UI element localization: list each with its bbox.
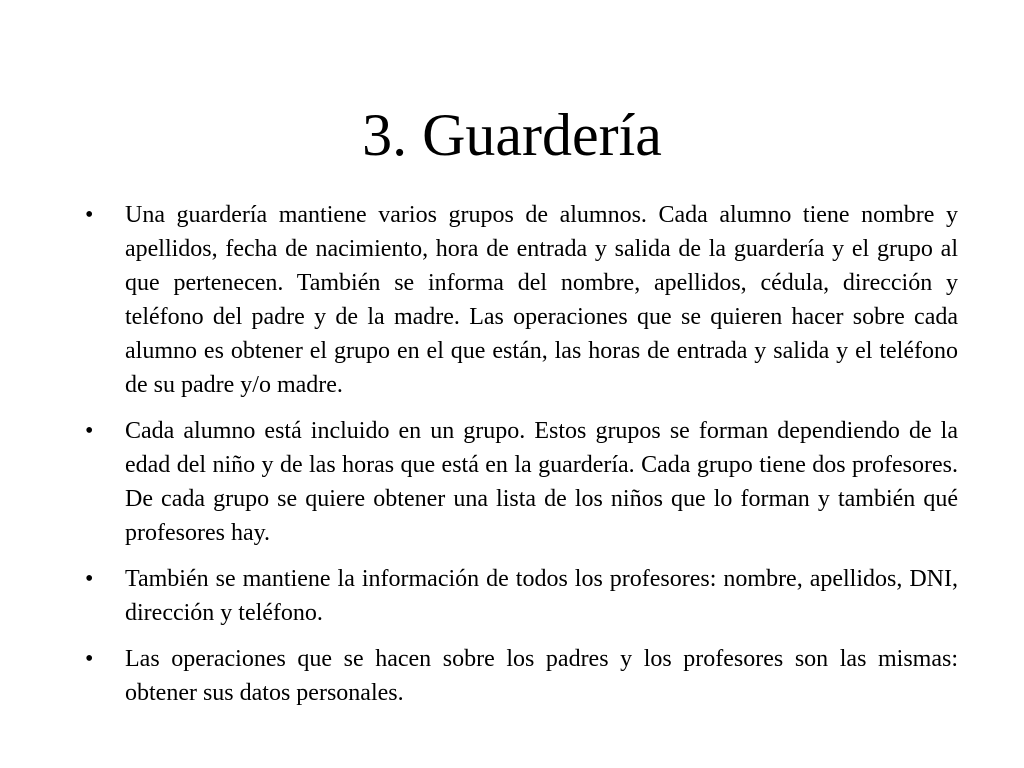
bullet-item — [85, 562, 958, 630]
bullet-text: Cada alumno está incluido en un grupo. Estos grupos se forman dependiendo de la edad del niño y de las horas que está en la guardería. Cada grupo tiene dos profesores. De cada grupo se quiere obtener una lista de los niños que lo forman y también qué profesores hay. — [125, 418, 958, 546]
bullet-text: Las operaciones que se hacen sobre los padres y los profesores son las mismas: obtener sus datos personales. — [125, 646, 958, 706]
bullet-text: También se mantiene la información de todos los profesores: nombre, apellidos, DNI, dirección y teléfono. — [125, 566, 958, 626]
bullet-icon: • — [85, 646, 94, 672]
bullet-text: Una guardería mantiene varios grupos de alumnos. Cada alumno tiene nombre y apellidos, fecha de nacimiento, hora de entrada y salida de la guardería y el grupo al que pertenecen. También se informa del nombre, apellidos, cédula, dirección y teléfono del padre y de la madre. Las operaciones que se quieren hacer sobre cada alumno es obtener el grupo en el que están, las horas de entrada y salida y el teléfono de su padre y/o madre. — [125, 202, 958, 398]
bullet-item — [85, 198, 958, 402]
bullet-icon: • — [85, 202, 94, 228]
bullet-item — [85, 642, 958, 710]
bullet-list — [85, 198, 958, 722]
slide-title: 3. Guardería — [362, 102, 662, 168]
bullet-item — [85, 414, 958, 550]
bullet-icon: • — [85, 566, 94, 592]
bullet-icon: • — [85, 418, 94, 444]
